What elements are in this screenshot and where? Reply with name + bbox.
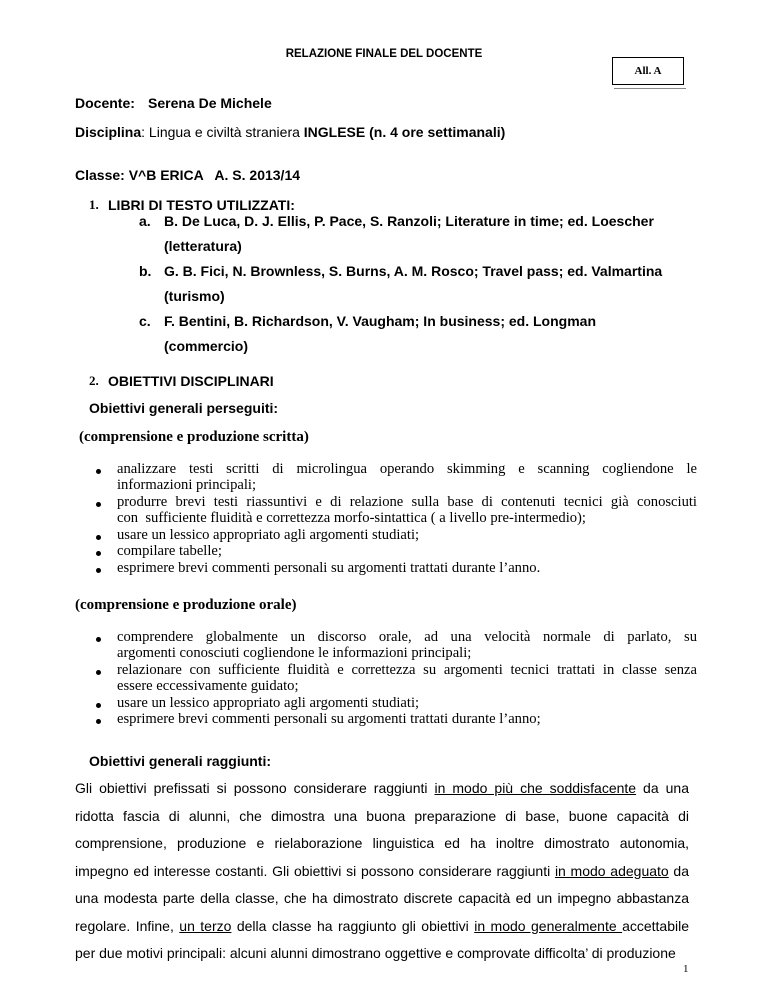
written-heading: (comprensione e produzione scritta) xyxy=(79,429,309,445)
bullet-dot xyxy=(96,670,101,675)
raggiunti-paragraph xyxy=(75,775,689,968)
book-c-line1: F. Bentini, B. Richardson, V. Vaugham; In business; ed. Longman xyxy=(164,313,596,329)
raggiunti-underline-3: un terzo xyxy=(179,917,232,934)
section1-title: LIBRI DI TESTO UTILIZZATI: xyxy=(108,197,295,213)
book-b-line2: (turismo) xyxy=(164,288,225,304)
book-b-letter: b. xyxy=(139,263,152,279)
oral-item-1b: argomenti conosciuti cogliendone le informazioni principali; xyxy=(117,645,472,661)
disciplina-line xyxy=(75,124,505,140)
allegato-shadow xyxy=(614,87,686,89)
page-number: 1 xyxy=(683,963,689,975)
bullet-dot xyxy=(96,637,101,642)
bullet-dot xyxy=(96,568,101,573)
section1-number: 1. xyxy=(89,197,99,212)
oral-item-1a: comprendere globalmente un discorso orale, ad una velocità normale di parlato, su xyxy=(117,629,697,645)
disciplina-value: INGLESE (n. 4 ore settimanali) xyxy=(303,124,506,140)
oral-item-2b: essere eccessivamente guidato; xyxy=(117,678,299,694)
raggiunti-title: Obiettivi generali raggiunti: xyxy=(89,753,272,769)
raggiunti-text-5: accettabile per due motivi principali: alcuni alunni dimostrano oggettive e comprovate difficolta’ di produzione xyxy=(75,917,689,961)
raggiunti-text-1: Gli obiettivi prefissati si possono considerare raggiunti xyxy=(75,780,435,796)
written-item-5: esprimere brevi commenti personali su argomenti trattati durante l’anno. xyxy=(117,560,541,576)
oral-item-3: usare un lessico appropriato agli argomenti studiati; xyxy=(117,695,420,711)
bullet-dot xyxy=(96,535,101,540)
raggiunti-text-2: da una ridotta fascia di alunni, che dimostra una buona preparazione di base, buone capacità di comprensione, produzione e rielaborazione linguistica ed ha inoltre dimostrato autonomia, impegno ed interesse costanti. Gli obiettivi si possono considerare raggiunti xyxy=(75,780,689,879)
book-b-line1: G. B. Fici, N. Brownless, S. Burns, A. M. Rosco; Travel pass; ed. Valmartina xyxy=(164,263,663,279)
written-item-1a: analizzare testi scritti di microlingua operando skimming e scanning cogliendone le xyxy=(117,461,697,477)
book-c-line2: (commercio) xyxy=(164,338,249,354)
book-a-line2: (letteratura) xyxy=(164,238,242,254)
allegato-box: All. A xyxy=(612,57,684,85)
disciplina-label: Disciplina xyxy=(75,124,142,140)
oral-heading: (comprensione e produzione orale) xyxy=(75,597,297,613)
raggiunti-text-4: della classe ha raggiunto gli obiettivi xyxy=(231,917,475,934)
bullet-dot xyxy=(96,703,101,708)
written-item-2b: con sufficiente fluidità e correttezza morfo-sintattica ( a livello pre-intermedio); xyxy=(117,510,586,526)
written-item-3: usare un lessico appropriato agli argomenti studiati; xyxy=(117,527,420,543)
book-a-line1: B. De Luca, D. J. Ellis, P. Pace, S. Ranzoli; Literature in time; ed. Loescher xyxy=(164,213,654,229)
section2-number: 2. xyxy=(89,373,99,388)
bullet-dot xyxy=(96,469,101,474)
bullet-dot xyxy=(96,719,101,724)
section2-subtitle: Obiettivi generali perseguiti: xyxy=(89,400,279,416)
written-item-1b: informazioni principali; xyxy=(117,477,257,493)
raggiunti-underline-4: in modo generalmente xyxy=(474,917,623,934)
bullet-dot xyxy=(96,551,101,556)
oral-item-2a: relazionare con sufficiente fluidità e correttezza su argomenti tecnici trattati in classe senza xyxy=(117,662,697,678)
raggiunti-underline-2: in modo adeguato xyxy=(554,862,669,879)
document-title: RELAZIONE FINALE DEL DOCENTE xyxy=(285,48,483,60)
raggiunti-underline-1: in modo più che soddisfacente xyxy=(434,780,637,796)
book-c-letter: c. xyxy=(139,313,151,329)
raggiunti-text-3: da una modesta parte della classe, che ha dimostrato discrete capacità ed un impegno abbastanza regolare. Infine, xyxy=(75,862,689,934)
written-item-4: compilare tabelle; xyxy=(117,543,222,559)
oral-item-4: esprimere brevi commenti personali su argomenti trattati durante l’anno; xyxy=(117,711,541,727)
docente-value: Serena De Michele xyxy=(148,95,272,111)
docente-label: Docente: xyxy=(75,95,135,111)
classe-line: Classe: V^B ERICA A. S. 2013/14 xyxy=(75,167,301,183)
bullet-dot xyxy=(96,502,101,507)
section2-title: OBIETTIVI DISCIPLINARI xyxy=(108,373,274,389)
written-item-2a: produrre brevi testi riassuntivi e di relazione sulla base di contenuti tecnici già conosciuti xyxy=(117,494,697,510)
book-a-letter: a. xyxy=(139,213,151,229)
disciplina-sep: : Lingua e civiltà straniera xyxy=(141,124,304,140)
